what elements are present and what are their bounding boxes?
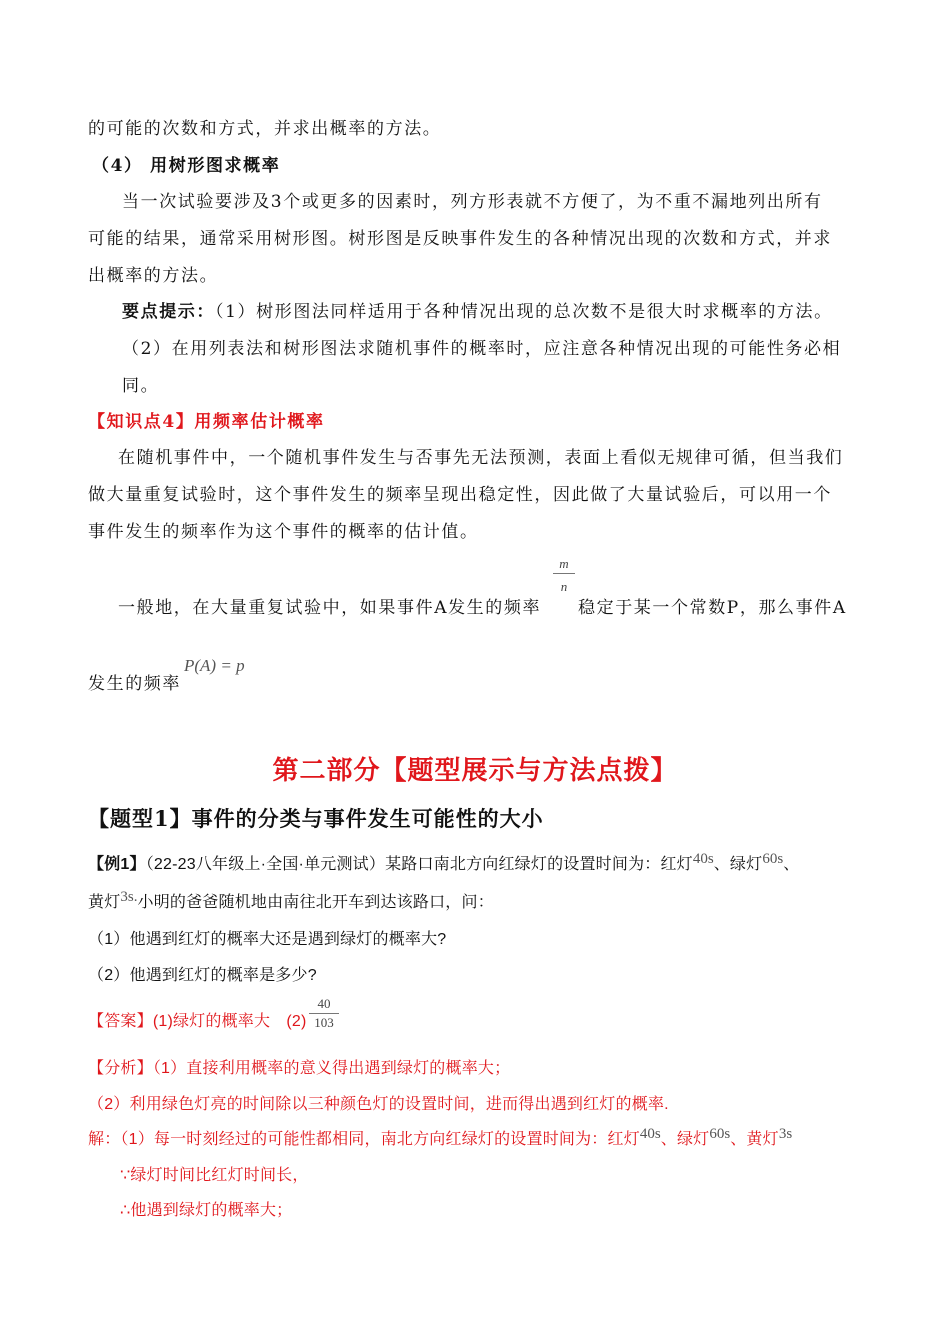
question-type-heading: 【题型1】事件的分类与事件发生可能性的大小	[88, 806, 544, 831]
fraction-numerator: m	[559, 556, 569, 571]
separator: 、绿灯	[713, 856, 763, 873]
answer-label: 【答案】	[88, 1013, 153, 1030]
analysis-line: （2）利用绿色灯亮的时间除以三种颜色灯的设置时间，进而得出遇到红灯的概率.	[88, 1096, 669, 1113]
paragraph-line: 事件发生的频率作为这个事件的概率的估计值。	[88, 522, 479, 542]
paragraph-line-frequency-end: 稳定于某一个常数P，那么事件A	[578, 598, 847, 618]
analysis-line	[88, 1058, 510, 1080]
separator: 、	[783, 856, 800, 873]
paragraph-line: 同。	[122, 376, 160, 396]
fraction-bar	[553, 573, 575, 574]
example-question-line	[88, 889, 494, 914]
knowledge-point-heading: 【知识点4】用频率估计概率	[88, 412, 325, 432]
fraction-denominator: 103	[314, 1015, 334, 1030]
paragraph-line-frequency: 一般地，在大量重复试验中，如果事件A发生的频率	[118, 598, 542, 618]
text: 黄灯	[88, 894, 121, 911]
text: 解：（1）每一时刻经过的可能性都相同，南北方向红绿灯的设置时间为：红灯	[88, 1131, 640, 1148]
question-1: （1）他遇到红灯的概率大还是遇到绿灯的概率大?	[88, 931, 447, 948]
fraction-denominator: n	[560, 579, 568, 594]
fraction-m-over-n	[553, 556, 575, 595]
time-yellow: 3s	[778, 1126, 793, 1142]
paragraph-line: 发生的频率	[88, 674, 181, 694]
paragraph-line: 出概率的方法。	[88, 266, 219, 286]
question-2: （2）他遇到红灯的概率是多少?	[88, 967, 317, 984]
solution-line: ∴他遇到绿灯的概率大；	[120, 1202, 293, 1219]
tip-label: 要点提示：	[122, 302, 215, 322]
answer-fraction	[309, 996, 339, 1031]
fraction-numerator: 40	[317, 996, 331, 1011]
solution-line: ∵绿灯时间比红灯时间长，	[120, 1167, 309, 1184]
answer-line	[88, 1011, 307, 1033]
paragraph-line: 在随机事件中，一个随机事件发生与否事先无法预测，表面上看似无规律可循，但当我们	[118, 448, 844, 468]
key-point-tip	[122, 301, 833, 323]
paragraph-line: 的可能的次数和方式，并求出概率的方法。	[88, 119, 442, 139]
time-yellow: 3s.	[120, 889, 138, 905]
example-question-line	[88, 851, 800, 876]
part-two-title: 第二部分【题型展示与方法点拨】	[272, 756, 678, 786]
section-heading-tree-diagram: （4） 用树形图求概率	[92, 156, 281, 176]
analysis-label: 【分析】	[88, 1060, 153, 1077]
separator: 、黄灯	[730, 1131, 779, 1148]
paragraph-line: 做大量重复试验时，这个事件发生的频率呈现出稳定性，因此做了大量试验后，可以用一个	[88, 485, 832, 505]
example-source-text: （22-23八年级上·全国·单元测试）某路口南北方向红绿灯的设置时间为：红灯	[145, 856, 693, 873]
time-green: 60s	[709, 1126, 731, 1142]
text: 小明的爸爸随机地由南往北开车到达该路口，问：	[137, 894, 494, 911]
separator: 、绿灯	[660, 1131, 710, 1148]
time-green: 60s	[762, 851, 784, 867]
example-label: 【例1】	[88, 856, 146, 873]
solution-line	[88, 1126, 793, 1151]
paragraph-line: 当一次试验要涉及3个或更多的因素时，列方形表就不方便了，为不重不漏地列出所有	[122, 192, 823, 212]
tip-text: （1）树形图法同样适用于各种情况出现的总次数不是很大时求概率的方法。	[215, 302, 833, 322]
formula-pa-equals-p: P(A) = p	[184, 656, 245, 675]
paragraph-line: 可能的结果，通常采用树形图。树形图是反映事件发生的各种情况出现的次数和方式，并求	[88, 229, 832, 249]
time-red: 40s	[639, 1126, 661, 1142]
answer-text: (1)绿灯的概率大 (2)	[152, 1013, 307, 1030]
fraction-bar	[309, 1013, 339, 1014]
paragraph-line: （2）在用列表法和树形图法求随机事件的概率时，应注意各种情况出现的可能性务必相	[122, 339, 842, 359]
analysis-text: （1）直接利用概率的意义得出遇到绿灯的概率大；	[152, 1060, 511, 1077]
time-red: 40s	[692, 851, 714, 867]
